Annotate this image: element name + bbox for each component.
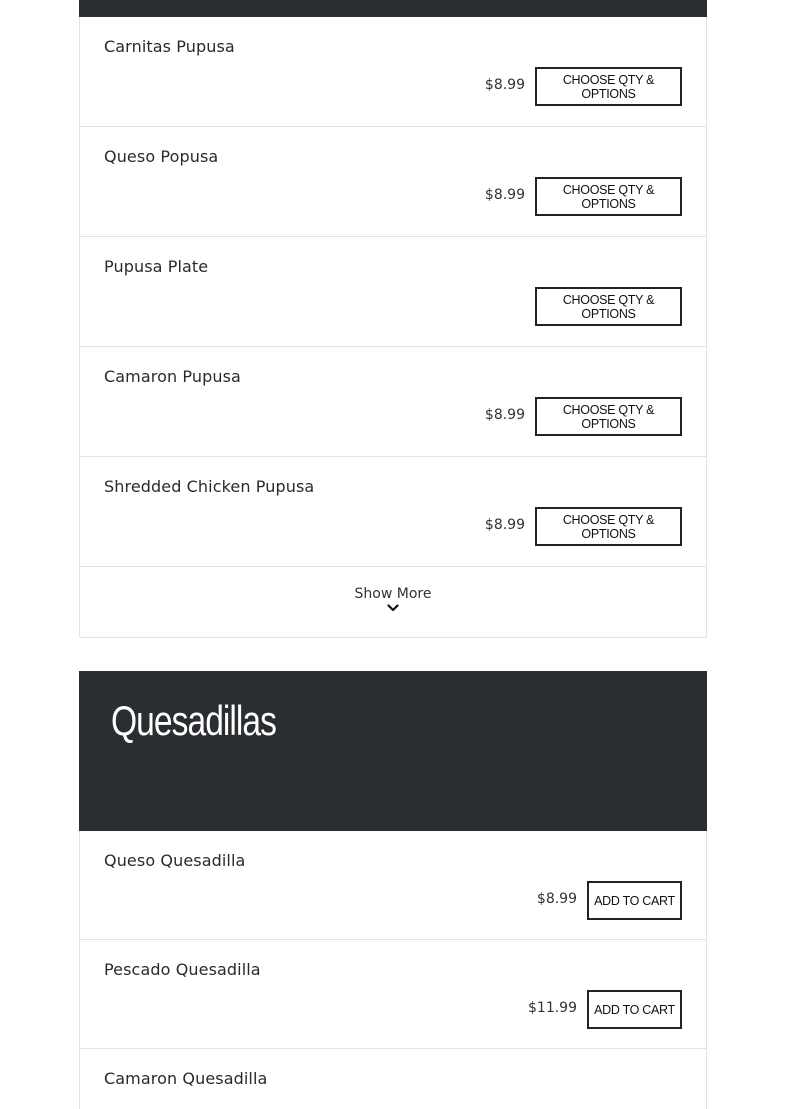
item-name: Queso Quesadilla	[104, 851, 246, 870]
menu-item	[80, 831, 706, 940]
chevron-down-icon	[387, 604, 399, 612]
item-actions	[485, 507, 682, 546]
menu-item	[80, 457, 706, 567]
show-more-label: Show More	[354, 586, 432, 602]
menu-item	[80, 940, 706, 1049]
menu-item	[80, 1049, 706, 1109]
item-price: $8.99	[484, 516, 525, 533]
item-price: $8.99	[484, 406, 525, 423]
item-name: Shredded Chicken Pupusa	[104, 477, 315, 496]
choose-options-button[interactable]: CHOOSE QTY & OPTIONS	[535, 397, 682, 436]
choose-options-button[interactable]: CHOOSE QTY & OPTIONS	[535, 507, 682, 546]
add-to-cart-button[interactable]: ADD TO CART	[587, 990, 682, 1029]
add-to-cart-button[interactable]: ADD TO CART	[587, 881, 682, 920]
choose-options-button[interactable]: CHOOSE QTY & OPTIONS	[535, 177, 682, 216]
section-header-bottom-edge	[79, 0, 707, 17]
quesadillas-header	[79, 671, 707, 831]
choose-options-button[interactable]: CHOOSE QTY & OPTIONS	[535, 287, 682, 326]
show-more-button[interactable]	[80, 567, 706, 638]
item-name: Camaron Quesadilla	[104, 1069, 268, 1088]
item-price: $8.99	[536, 890, 577, 907]
pupusas-item-list	[79, 17, 707, 638]
section-title: Quesadillas	[111, 697, 277, 744]
item-name: Queso Popusa	[104, 147, 219, 166]
item-name: Camaron Pupusa	[104, 367, 241, 386]
item-name: Carnitas Pupusa	[104, 37, 235, 56]
item-actions	[485, 177, 682, 216]
item-price: $8.99	[484, 76, 525, 93]
menu-item	[80, 237, 706, 347]
item-price: $11.99	[528, 999, 577, 1016]
item-actions	[537, 881, 682, 920]
item-name: Pescado Quesadilla	[104, 960, 261, 979]
item-actions	[535, 287, 682, 326]
menu-item	[80, 347, 706, 457]
menu-item	[80, 17, 706, 127]
item-price: $8.99	[484, 186, 525, 203]
item-actions	[485, 67, 682, 106]
menu-item	[80, 127, 706, 237]
quesadillas-item-list	[79, 831, 707, 1109]
item-actions	[528, 990, 682, 1029]
item-actions	[485, 397, 682, 436]
item-name: Pupusa Plate	[104, 257, 209, 276]
choose-options-button[interactable]: CHOOSE QTY & OPTIONS	[535, 67, 682, 106]
